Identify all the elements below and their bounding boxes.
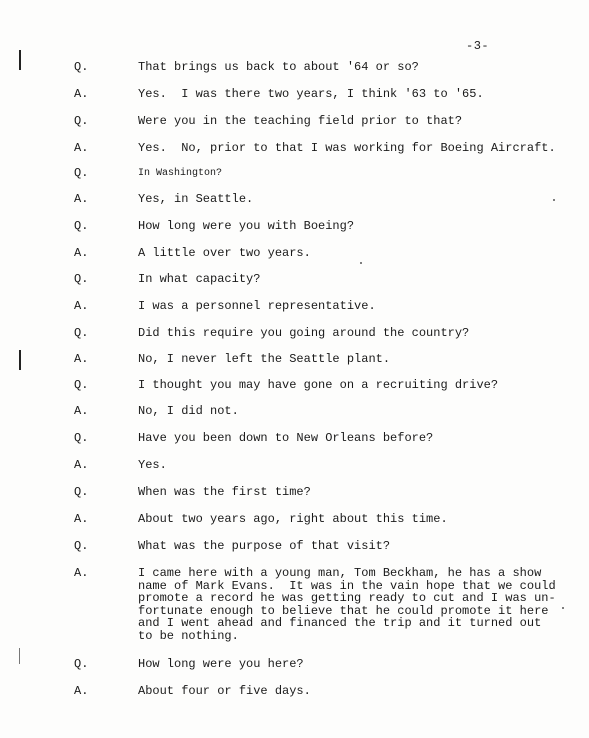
speaker-label: Q. [74, 485, 89, 499]
speaker-label: A. [74, 141, 89, 155]
speaker-label: A. [74, 352, 89, 366]
statement-text: In Washington? [138, 168, 223, 179]
statement-text: No, I did not. [138, 404, 239, 418]
speaker-label: A. [74, 404, 89, 418]
speaker-label: Q. [74, 60, 89, 74]
speck [562, 607, 564, 609]
statement-text: No, I never left the Seattle plant. [138, 352, 391, 366]
statement-text: How long were you here? [138, 657, 304, 671]
statement-text: A little over two years. [138, 246, 311, 260]
statement-text: About two years ago, right about this time. [138, 512, 448, 526]
speaker-label: Q. [74, 657, 89, 671]
speaker-label: Q. [74, 166, 89, 180]
statement-text: Yes, in Seattle. [138, 192, 254, 206]
speaker-label: Q. [74, 431, 89, 445]
speaker-label: A. [74, 299, 89, 313]
speaker-label: A. [74, 566, 89, 580]
statement-text: In what capacity? [138, 272, 261, 286]
speaker-label: A. [74, 684, 89, 698]
statement-text: When was the first time? [138, 485, 311, 499]
statement-text: Yes. [138, 458, 167, 472]
margin-mark-middle [19, 350, 21, 370]
statement-text: Yes. No, prior to that I was working for Boeing Aircraft. [138, 141, 556, 155]
speaker-label: A. [74, 246, 89, 260]
speaker-label: A. [74, 512, 89, 526]
speaker-label: Q. [74, 272, 89, 286]
statement-text: I thought you may have gone on a recruiting drive? [138, 378, 499, 392]
speaker-label: Q. [74, 539, 89, 553]
speaker-label: A. [74, 192, 89, 206]
page-number: -3- [466, 39, 490, 53]
statement-text: I came here with a young man, Tom Beckham, he has a show name of Mark Evans. It was in the vain hope that we could promote a record he was getting ready to cut and I was un- fortunate enough to believe that he could promote it here and I went ahead and financed the trip and it turned out to be nothing. [138, 566, 556, 643]
statement-text: I was a personnel representative. [138, 299, 376, 313]
margin-mark-bottom [19, 648, 20, 664]
speck [360, 262, 362, 264]
statement-text: Have you been down to New Orleans before? [138, 431, 434, 445]
speaker-label: Q. [74, 114, 89, 128]
statement-text: How long were you with Boeing? [138, 219, 355, 233]
speaker-label: Q. [74, 326, 89, 340]
margin-mark-top [19, 50, 21, 70]
speaker-label: A. [74, 87, 89, 101]
statement-text: About four or five days. [138, 684, 311, 698]
statement-text: Were you in the teaching field prior to that? [138, 114, 463, 128]
speaker-label: Q. [74, 378, 89, 392]
statement-text: Yes. I was there two years, I think '63 to '65. [138, 87, 484, 101]
speaker-label: Q. [74, 219, 89, 233]
statement-text: Did this require you going around the country? [138, 326, 470, 340]
statement-text: That brings us back to about '64 or so? [138, 60, 419, 74]
speaker-label: A. [74, 458, 89, 472]
statement-text: What was the purpose of that visit? [138, 539, 391, 553]
